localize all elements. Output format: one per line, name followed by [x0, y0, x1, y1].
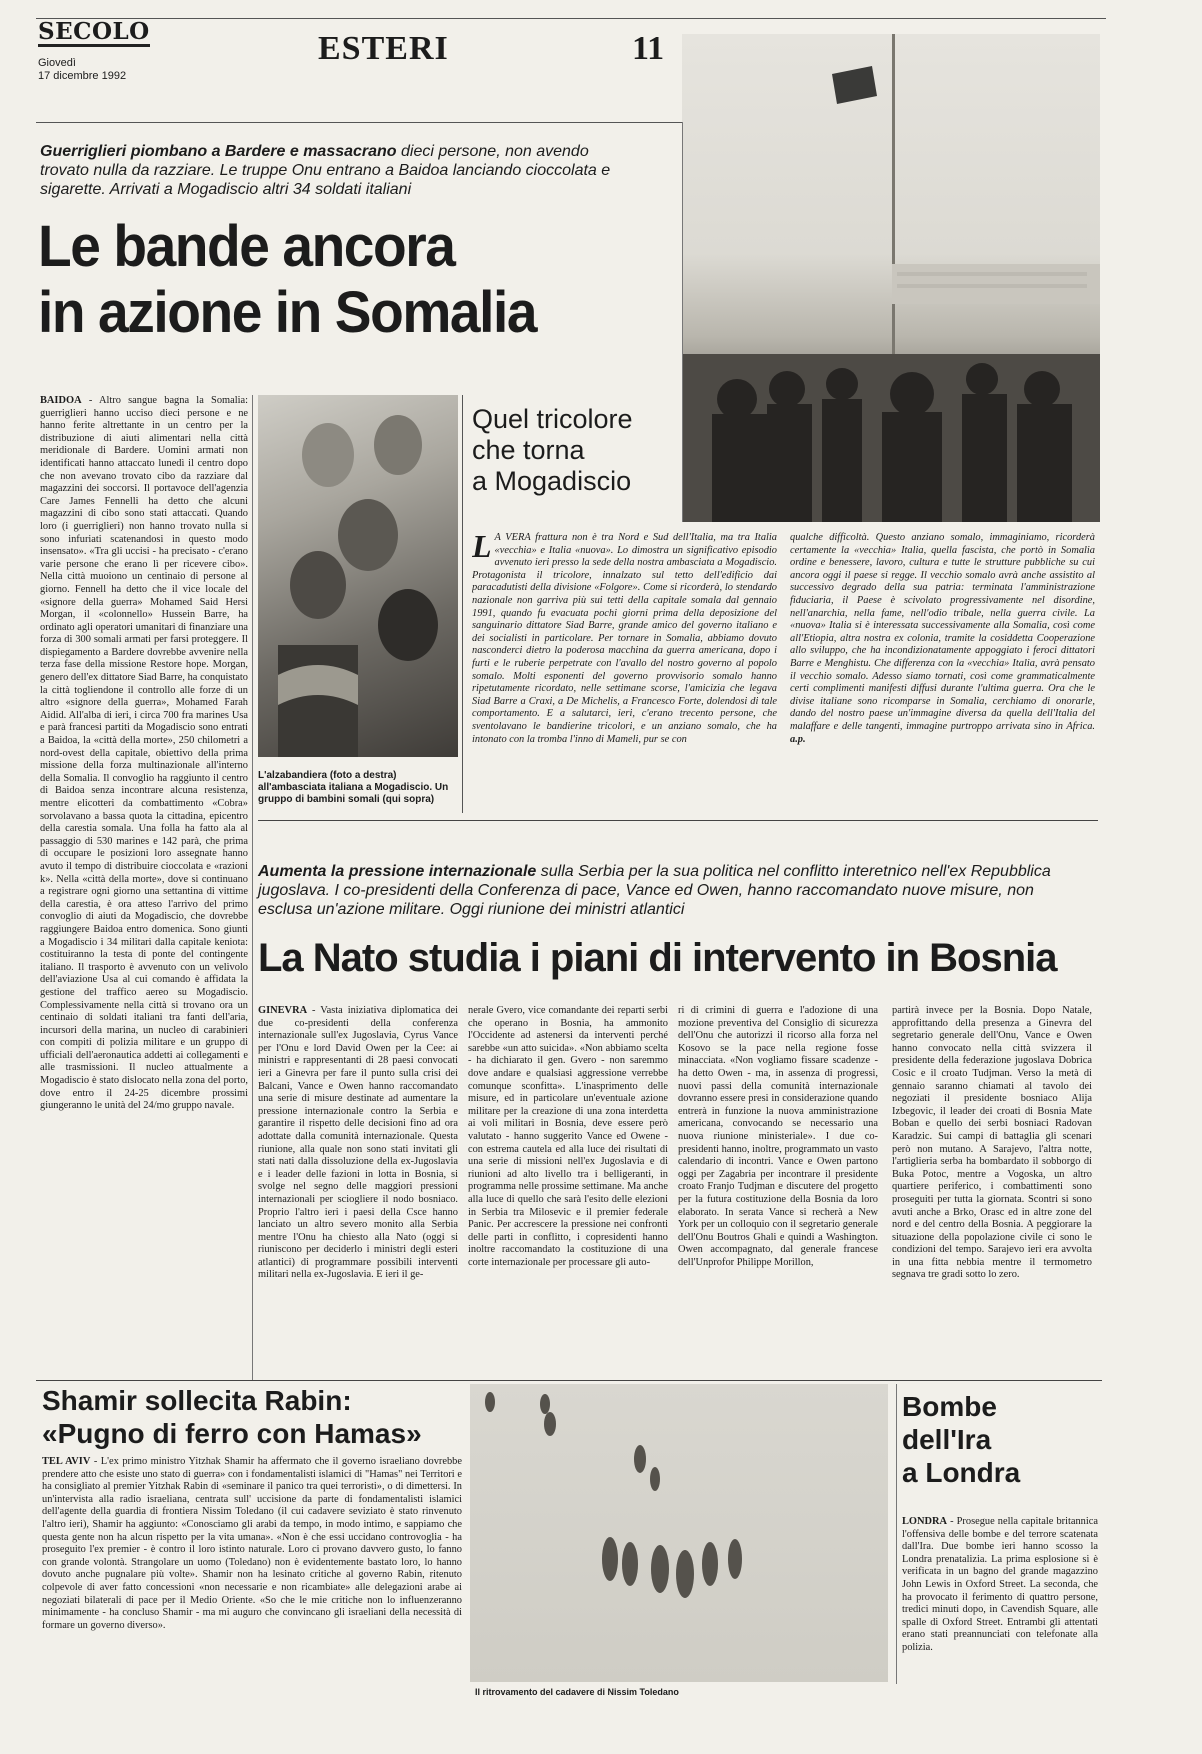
bottom-section-rule	[36, 1380, 1102, 1381]
ira-headline-line3: a Londra	[902, 1457, 1021, 1488]
tricolore-text-2: qualche difficoltà. Questo anziano somalo, immaginiamo, ricorderà certamente la «vecchia» Italia, quella fascista, che portò in Somalia ordine e benessere, lavoro, cultura e tutte le strutture pubbliche su cui ancora oggi il paese si regge. Il vecchio somalo avrà anche assistito al successivo degrado della sua patria: terminata l'amministrazione fiduciaria, il Paese è scivolato progressivamente nel disordine, nell'anarchia, nella fame, nell'odio tribale, nella guerra civile. La «nuova» Italia si è interessata successivamente alla Somalia, così come all'Etiopia, altra nostra ex colonia, tramite la cosiddetta Cooperazione allo sviluppo, che ha incondizionatamente appoggiato i feroci dittatori Barre e Menghistu. Che differenza con la «vecchia» Italia, avrà pensato il vecchio somalo. Adesso siamo tornati, così come grammaticalmente certi complimenti manifesti diffusi durante l'ultima guerra. Ora che le divise italiane sono ricomparse in Somalia, cerchiamo di onorarle, dando del nostro paese un'immagine diversa da quella dell'Italia del malaffare e delle tangenti, immagine purtroppo arrivata sino in Africa.	[790, 532, 1095, 732]
issue-day: Giovedì	[38, 57, 76, 69]
shamir-dateline: TEL AVIV	[42, 1456, 91, 1467]
somalia-body-text: - Altro sangue bagna la Somalia: guerriglieri hanno ucciso dieci persone e ne hanno ferite altrettante in un centro per la distribuzione di aiuti alimentari nella città meridionale di Bardere. Uomini armati non identificati hanno attaccato lunedì il centro dopo che non avevano trovato cibo da razziare dal magazzini dei soccorsi. Il portavoce dell'agenzia Care James Fennelli ha detto che alcuni magazzini di cibo sono stati attaccati. Quando loro (i guerriglieri) non hanno trovato nulla si sono infuriati scatenandosi in questo modo insensato». «Tra gli uccisi - ha precisato - c'erano varie persone che erano lì per ricevere cibo». Nella città muoiono un centinaio di persone al giorno. Fennell ha detto che il vice locale del «signore della guerra» Mohamed Said Hersi Morgan, il «colonnello» Hussein Barre, ha ordinato agli operatori umanitari di finanziare una forza di 300 somali armati per farsi proteggere. Il dispiegamento a Bardere dovrebbe avvenire nella terza fase della missione Restore hope. Morgan, genero dell'ex dittatore Siad Barre, ha conquistato la città togliendone il controllo alle forze di un altro «signore della guerra», Mohamed Farah Aidid. All'alba di ieri, i circa 700 fra marines Usa e parà francesi partiti da Mogadiscio sono entrati a Baidoa, la «città della morte», 250 chilometri a nord-ovest della capitale, obiettivo della prima missione della forza multinazionale all'interno della Somalia. Il convoglio ha raggiunto il centro di Baidoa senza incontrare alcuna resistenza, mentre elicotteri da combattimento «Cobra» sorvolavano a bassa quota la cittadina, epicentro della carestia somala. Una folla ha fatto ala al passaggio di 530 marines e 142 parà, che prima di occupare le posizioni loro assegnate hanno avuto il tempo di distribuire cioccolata e «razioni k». Nella «città della morte», dove si continuano a registrare ogni giorno una settantina di vittime della carestia, è ora atteso l'arrivo del primo convoglio di aiuti da Mogadiscio, che dovrebbe raggiungere Baidoa entro domenica. Sono giunti a Mogadiscio i 34 militari dalla capitale keniota: costituiranno la testa di ponte del contingente italiano. Il trasporto è avvenuto con un velivolo dell'aviazione Usa al cui comando è affidata la gestione del traffico aereo su Mogadiscio. Complessivamente nella città si trovano ora un centinaio di soldati italiani tra fanti dell'aria, incursori della marina, un nucleo di carabinieri con compiti di polizia militare e un gruppo di ufficiali dell'aeronautica addetti ai collegamenti e alle trasmissioni. Il nucleo attualmente a Mogadiscio è stato dislocato nella zona del porto, dove entro il 24-25 dicembre prossimi giungeranno le unità del 24/mo gruppo navale.	[40, 395, 248, 1112]
ira-headline-line1: Bombe	[902, 1391, 997, 1422]
nato-body-col3: ri di crimini di guerra e l'adozione di una mozione preventiva del Consiglio di sicurezza dell'Onu che autorizzi il ricorso alla forza nel Kosovo se la pace nella regione fosse minacciata. «Non vogliamo fissare scadenze - ha detto Owen - ma, in assenza di progressi, nuovi passi della comunità internazionale dovranno essere presi in considerazione quando entrerà in funzione la nuova amministrazione americana, convocando se necessario una nuova riunione ministeriale». I due co-presidenti hanno, inoltre, programmato un vasto calendario di incontri. Vance e Owen partono oggi per Zagabria per incontrare il presidente croato Franjo Tudjman e discutere del progetto per la futura costituzione della Bosnia da loro elaborato. In serata Vance si recherà a New York per un colloquio con il segretario generale dell'Onu Boutros Ghali e quindi a Washington. Owen accompagnato, dal generale francese dell'Unprofor Philippe Morillon,	[678, 1005, 878, 1268]
nato-kicker	[258, 862, 1058, 919]
flag-raising-photo	[682, 34, 1100, 522]
ira-body-text: - Prosegue nella capitale britannica l'offensiva delle bombe e del terrore scatenata dall'Ira. Due bombe ieri hanno scosso la Londra prenatalizia. La prima esplosione si è verificata in un bagno del grande magazzino John Lewis in Oxford Street. La seconda, che ha provocato il ferimento di quattro persone, tredici minuti dopo, in Cavendish Square, alle spalle di Oxford Street. Entrambi gli attentati erano stati preannunciati con telefonate alla polizia.	[902, 1516, 1098, 1653]
tricolore-headline-line1: Quel tricolore	[472, 404, 633, 434]
issue-date	[38, 57, 126, 83]
somalia-headline-line2: in azione in Somalia	[38, 280, 537, 345]
nato-body-col4: partirà invece per la Bosnia. Dopo Natale, approfittando della presenza a Ginevra del segretario generale dell'Onu, Vance e Owen hanno convocato nella città svizzera il presidente della federazione jugoslava Dobrica Cosic e il croato Tudjman. Verso la metà di gennaio saranno chiamati al tavolo dei negoziati il presidente bosniaco Alija Izbegovic, il leader dei croati di Bosnia Mate Boban e quello dei serbi bosniaci Radovan Karadzic. Sui campi di battaglia gli scenari però non mutano. A Sarajevo, l'altra notte, l'artiglieria serba ha bombardato il sobborgo di Buka Potoc, mentre a Vogoska, un altro quartiere periferico, i combattimenti sono proseguiti per tutta la giornata. Scontri si sono avuti anche a Brko, Orasc ed in altre zone del nord e del centro della Bosnia. A peggiorare la situazione della popolazione civile ci sono le condizioni del tempo. Sarajevo ieri era avvolta in una fitta nebbia mentre il termometro segnava tre gradi sotto lo zero.	[892, 1005, 1092, 1281]
somalia-kicker-text: dieci persone, non avendo trovato nulla da razziare. Le truppe Onu entrano a Baidoa lanciando cioccolata e sigarette. Arrivati a Mogadiscio altri 34 soldati italiani	[40, 143, 611, 198]
nato-kicker-text: sulla Serbia per la sua politica nel conflitto interetnico nell'ex Repubblica jugoslava. I co-presidenti della Conferenza di pace, Vance ed Owen, hanno raccomandato nuove misure, non esclusa un'azione militare. Oggi riunione dei ministri atlantici	[258, 863, 1051, 918]
shamir-headline-line2: «Pugno di ferro con Hamas»	[42, 1418, 422, 1449]
tricolore-signature: a.p.	[790, 733, 806, 745]
newspaper-logo: SECOLO	[38, 18, 150, 45]
masthead-divider	[36, 122, 682, 123]
section-title: ESTERI	[318, 30, 449, 67]
shamir-body-text: - L'ex primo ministro Yitzhak Shamir ha affermato che il governo israeliano dovrebbe prendere atto che esiste uno stato di guerra» con i fondamentalisti islamici di "Hamas" nei Territori e ha consigliato al premier Yitzhak Rabin di «seminare il panico tra quei terroristi», o di dimettersi. In un'intervista alla radio israeliana, centrata sull' uccisione da parte di fondamentalisti islamici dell'agente della guardia di frontiera Nissim Toledano (il cui cadavere seviziato è stato rinvenuto l'altro ieri), Shamir ha aggiunto: «Conosciamo gli arabi da tempo, in modo intimo, e sappiamo che questa gente non ha alcun rispetto per la vita umana». «Non è che essi uccidano controvoglia - ha proseguito l'ex premier - è contro il loro istinto naturale. Loro ci provano davvero gusto, lo fanno con grande volontà. Strangolare un uomo (Toledano) non è evidentemente bastato loro, lo hanno dovuto anche pugnalare più volte». Shamir non ha lesinato critiche al governo Rabin, ritenuto colpevole di aver fatto concessioni «non necessarie e non ricambiate» alle delegazioni arabe ai negoziati bilaterali di pace per il Medio Oriente. «So che le mie critiche non lo influenzeranno minimamente - ha concluso Shamir - ma mi auguro che convincano gli israeliani della necessità di formare un governo diverso».	[42, 1456, 462, 1631]
ira-dateline: LONDRA	[902, 1516, 948, 1527]
tricolore-body-col1	[472, 532, 777, 814]
ira-headline-line2: dell'Ira	[902, 1424, 992, 1455]
nato-kicker-bold: Aumenta la pressione internazionale	[258, 863, 537, 880]
nato-body-col2: nerale Gvero, vice comandante dei reparti serbi che operano in Bosnia, ha ammonito l'Occidente ad astenersi da interventi perché sarebbe «un atto suicida». «Non abbiamo scelta - ha dichiarato il gen. Gvero - non saremmo dove andare e qualsiasi aggressione verrebbe comunque sconfitta». L'inasprimento delle misure, ed in particolare un'eventuale azione militare per la creazione di una zona interdetta ai voli militari in Bosnia, deve essere però valutato - hanno suggerito Vance ed Owene - con estrema cautela ed alla luce dei risultati di una serie di missioni nell'ex Jugoslavia e di riunioni ad alto livello tra i belligeranti, in programma nelle prossime settimane. Ma anche alla luce di quello che sarà l'esito delle elezioni in Serbia tra Milosevic e il premier federale Panic. Per accrescere la pressione nei confronti delle parti in conflitto, i copresidenti hanno inoltre raccomandato la costituzione di una corte internazionale per processare gli auto-	[468, 1005, 668, 1268]
top-rule	[36, 18, 1106, 19]
somalia-headline-line1: Le bande ancora	[38, 214, 455, 279]
tricolore-headline	[472, 404, 692, 497]
tricolore-dropcap: L	[472, 532, 492, 564]
nato-dateline: GINEVRA	[258, 1005, 308, 1016]
nato-body-col1	[258, 1005, 458, 1375]
tricolore-text-1: A VERA frattura non è tra Nord e Sud dell'Italia, ma tra Italia «vecchia» e Italia «nuova». Lo dimostra un significativo episodio avvenuto ieri presso la sede della nostra ambasciata a Mogadiscio. Protagonista il tricolore, innalzato sul tetto dell'edificio dai paracadutisti della divisione «Folgore». Come si ricorderà, lo stendardo nazionale non garriva più sui tetti della capitale somala dal gennaio 1991, quando fu evacuata pochi giorni prima della deposizione del sanguinario dittatore Siad Barre, grande amico del governo italiano e dei socialisti in particolare. Per tornare in Somalia, abbiamo dovuto nasconderci dietro la poderosa macchina da guerra americana, dopo i furti e le ruberie perpetrate con l'avallo del nostro governo al popolo somalo. Molti esponenti del governo provvisorio somalo hanno ripetutamente ricordato, nelle settimane scorse, l'amicizia che legava Siad Barre a Craxi, a De Michelis, a Francesco Forte, dolendosi di tale comportamento. E a salutarci, ieri, c'erano trecento persone, che sventolavano le bandierine tricolori, e un anziano somalo, che ha intonato con la tromba l'inno di Mameli, pur se con	[472, 532, 777, 745]
tricolore-headline-line3: a Mogadiscio	[472, 466, 632, 496]
tricolore-box-left	[462, 395, 463, 813]
nato-top-rule	[258, 820, 1098, 821]
toledano-photo-caption: Il ritrovamento del cadavere di Nissim Toledano	[475, 1687, 679, 1697]
nato-text-1: - Vasta iniziativa diplomatica dei due co-presidenti della conferenza internazionale sull'ex Jugoslavia, Cyrus Vance per l'Onu e lord David Owen per la Cee: ai ministri e rappresentanti di 28 paesi convocati ieri a Ginevra per fare il punto sulla crisi dei Balcani, Vance e Owen hanno raccomandato una serie di misure destinate ad aumentare la pressione internazionale contro la Serbia e garantire il rispetto delle decisioni fino ad ora adottate dalla comunità internazionale. Questa riunione, alla quale non sono stati invitati gli stati nati dalla dissoluzione della ex-Jugoslavia e i leader delle fazioni in lotta in Bosnia, si svolge nel segno delle maggiori pressioni internazionali per sciogliere il nodo bosniaco. Proprio l'altro ieri i paesi della Csce hanno lanciato un altro severo monito alla Serbia mentre l'Onu ha chiesto alla Nato (oggi si riuniscono per deciderlo i ministri degli esteri atlantici) di programmare possibili interventi militari nella ex-Jugoslavia. E ieri il ge-	[258, 1005, 458, 1281]
tricolore-body-col2	[790, 532, 1095, 814]
somalia-dateline: BAIDOA	[40, 395, 82, 406]
toledano-photo	[470, 1384, 888, 1682]
somalia-kicker-bold: Guerriglieri piombano a Bardere e massacrano	[40, 143, 397, 160]
tricolore-headline-line2: che torna	[472, 435, 585, 465]
shamir-headline-line1: Shamir sollecita Rabin:	[42, 1385, 352, 1416]
page-number: 11	[632, 30, 665, 67]
somalia-headline	[38, 214, 646, 346]
somalia-photo-caption: L'alzabandiera (foto a destra) all'ambasciata italiana a Mogadiscio. Un gruppo di bambini somali (qui sopra)	[258, 770, 449, 805]
somalia-article-body	[40, 395, 248, 1380]
ira-column-rule	[896, 1384, 897, 1684]
shamir-headline	[42, 1384, 462, 1450]
ira-headline	[902, 1390, 1092, 1489]
children-photo	[258, 395, 458, 757]
shamir-article-body	[42, 1456, 462, 1686]
somalia-kicker	[40, 142, 640, 199]
column-rule	[252, 395, 253, 1380]
issue-date-text: 17 dicembre 1992	[38, 70, 127, 82]
ira-article-body	[902, 1516, 1098, 1698]
nato-headline: La Nato studia i piani di intervento in Bosnia	[258, 936, 1057, 980]
